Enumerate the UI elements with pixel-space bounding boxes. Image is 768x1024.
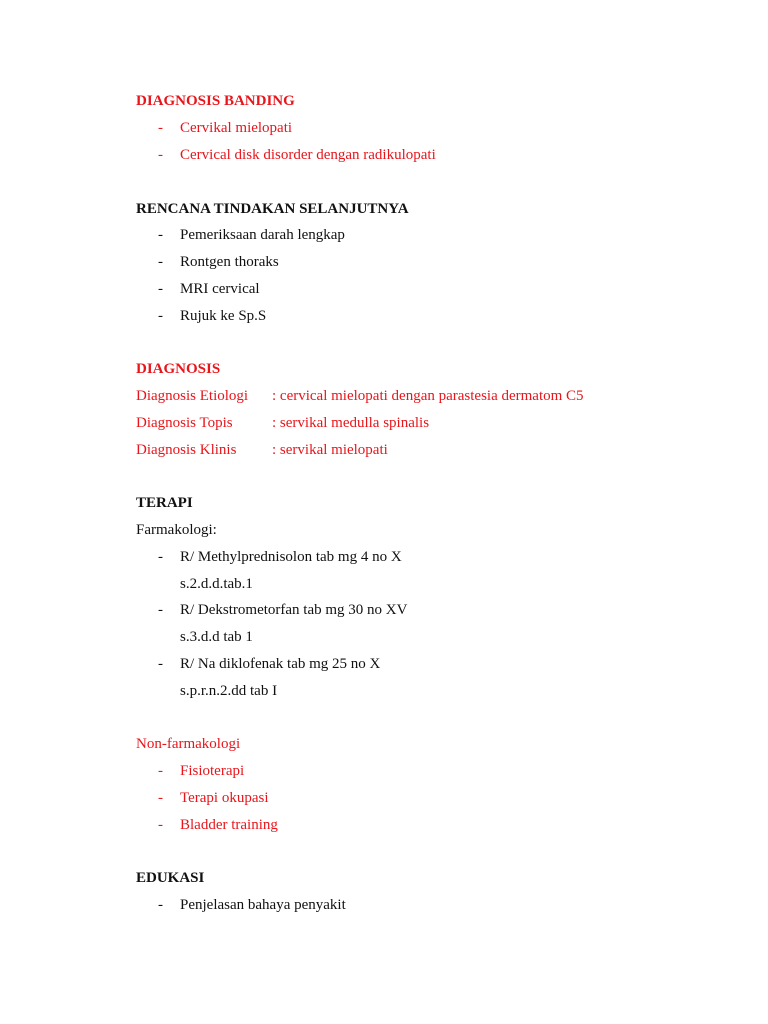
list-item: Fisioterapi [180,763,245,779]
diagnosis-label-topis: Diagnosis Topis [136,415,233,431]
list-dash: - [158,147,163,163]
drug-name: R/ Na diklofenak tab mg 25 no X [180,656,381,672]
list-dash: - [158,120,163,136]
list-dash: - [158,281,163,297]
list-dash: - [158,790,163,806]
list-dash: - [158,227,163,243]
diagnosis-label-etiologi: Diagnosis Etiologi [136,388,249,404]
diagnosis-heading: DIAGNOSIS [136,361,221,377]
drug-sig: s.2.d.d.tab.1 [180,576,253,592]
list-item: Penjelasan bahaya penyakit [180,897,346,913]
list-dash: - [158,656,163,672]
drug-sig: s.p.r.n.2.dd tab I [180,683,278,699]
terapi-heading: TERAPI [136,495,193,511]
list-dash: - [158,308,163,324]
list-item: Bladder training [180,817,278,833]
list-item: Cervikal mielopati [180,120,293,136]
list-item: Rujuk ke Sp.S [180,308,267,324]
drug-name: R/ Dekstrometorfan tab mg 30 no XV [180,602,408,618]
list-dash: - [158,254,163,270]
list-dash: - [158,897,163,913]
list-dash: - [158,763,163,779]
farmakologi-label: Farmakologi: [136,522,217,538]
diagnosis-banding-heading: DIAGNOSIS BANDING [136,93,295,109]
non-farmakologi-label: Non-farmakologi [136,736,241,752]
list-item: Cervical disk disorder dengan radikulopati [180,147,436,163]
diagnosis-value-topis: : servikal medulla spinalis [272,415,430,431]
list-dash: - [158,817,163,833]
list-item: Pemeriksaan darah lengkap [180,227,345,243]
list-item: MRI cervical [180,281,260,297]
diagnosis-value-etiologi: : cervical mielopati dengan parastesia dermatom C5 [272,388,584,404]
edukasi-heading: EDUKASI [136,870,205,886]
drug-sig: s.3.d.d tab 1 [180,629,253,645]
rencana-heading: RENCANA TINDAKAN SELANJUTNYA [136,201,409,217]
list-dash: - [158,549,163,565]
drug-name: R/ Methylprednisolon tab mg 4 no X [180,549,402,565]
list-dash: - [158,602,163,618]
list-item: Rontgen thoraks [180,254,279,270]
diagnosis-label-klinis: Diagnosis Klinis [136,442,237,458]
list-item: Terapi okupasi [180,790,269,806]
diagnosis-value-klinis: : servikal mielopati [272,442,388,458]
